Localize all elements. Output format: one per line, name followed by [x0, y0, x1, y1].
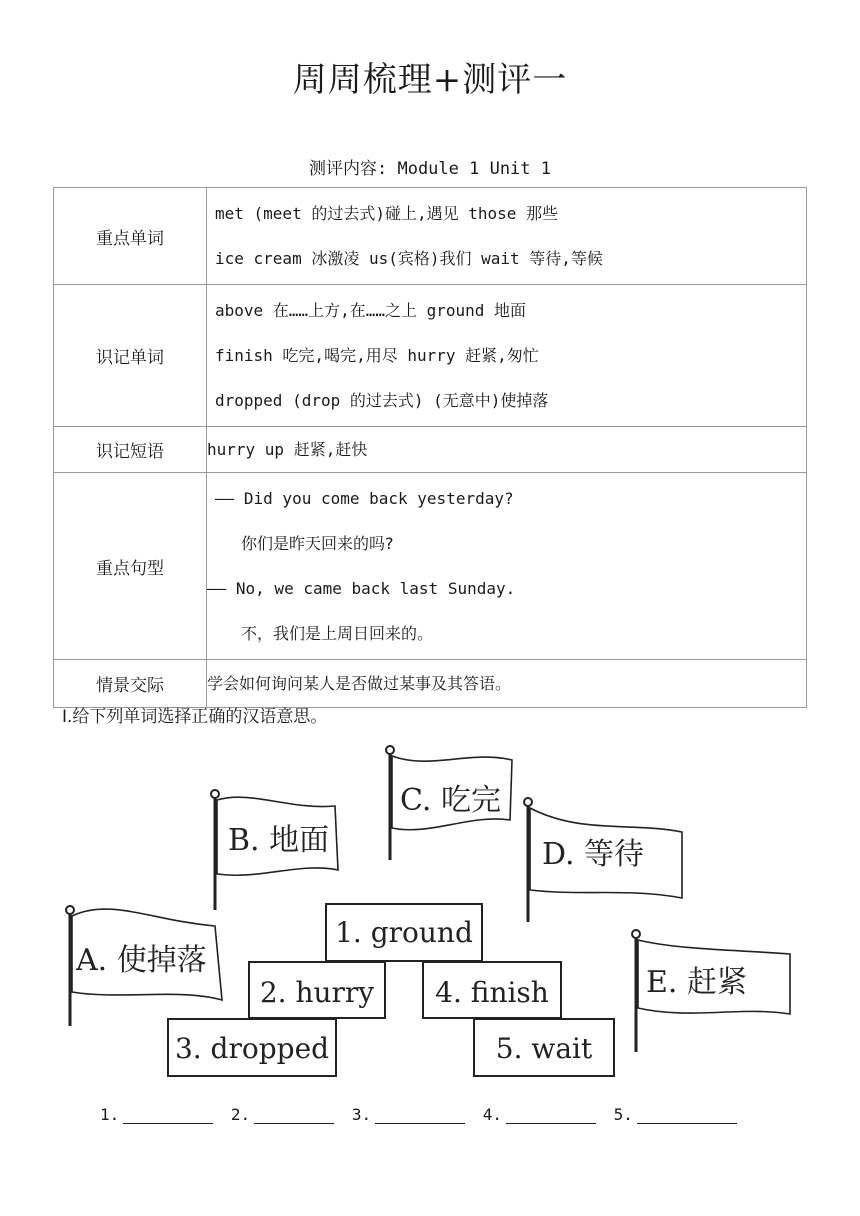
word-box-hurry: [249, 962, 385, 1018]
row-label: 识记单词: [54, 285, 207, 427]
section-heading: I.给下列单词选择正确的汉语意思。: [62, 707, 328, 727]
flag-b: [211, 790, 338, 910]
row-label: 重点单词: [54, 188, 207, 285]
content-line: ice cream 冰激凌 us(宾格)我们 wait 等待,等候: [215, 249, 603, 268]
flag-c: [386, 746, 512, 860]
flag-label: B. 地面: [228, 823, 330, 858]
content-line: —— Did you come back yesterday?: [215, 489, 514, 508]
word-label: 1. ground: [335, 916, 473, 949]
answer-number: 5.: [613, 1105, 633, 1124]
word-label: 4. finish: [435, 976, 549, 1009]
row-content: [207, 285, 807, 427]
answer-blank[interactable]: [254, 1105, 334, 1124]
content-line: —— No, we came back last Sunday.: [207, 579, 516, 598]
content-line: 你们是昨天回来的吗?: [241, 534, 394, 553]
summary-table: [53, 187, 807, 708]
answer-blank[interactable]: [506, 1105, 596, 1124]
content-line: dropped (drop 的过去式) (无意中)使掉落: [215, 391, 549, 410]
answer-number: 4.: [482, 1105, 502, 1124]
row-content: [207, 473, 807, 660]
row-content: [207, 427, 807, 473]
table-row: [54, 427, 807, 473]
flag-d: [524, 798, 682, 922]
flag-label: C. 吃完: [400, 783, 501, 818]
row-label: 识记短语: [54, 427, 207, 473]
flag-label: D. 等待: [542, 837, 645, 872]
matching-illustration: [0, 730, 860, 1090]
answer-blank[interactable]: [123, 1105, 213, 1124]
content-line: hurry up 赶紧,赶快: [207, 440, 368, 459]
answer-number: 3.: [351, 1105, 372, 1124]
flag-label: E. 赶紧: [646, 965, 747, 1000]
row-label: 情景交际: [54, 660, 207, 708]
table-row: [54, 660, 807, 708]
answer-blank[interactable]: [637, 1105, 737, 1124]
table-row: [54, 285, 807, 427]
word-box-finish: [423, 962, 561, 1018]
flag-label: A. 使掉落: [76, 943, 207, 978]
row-content: [207, 660, 807, 708]
content-line: met (meet 的过去式)碰上,遇见 those 那些: [215, 204, 559, 223]
word-box-wait: [474, 1019, 614, 1076]
content-line: above 在……上方,在……之上 ground 地面: [215, 301, 527, 320]
word-label: 5. wait: [495, 1032, 593, 1065]
answer-number: 2.: [230, 1105, 251, 1124]
flag-e: [632, 930, 790, 1052]
table-row: [54, 188, 807, 285]
content-line: 学会如何询问某人是否做过某事及其答语。: [207, 674, 512, 693]
word-box-dropped: [168, 1019, 336, 1076]
assessment-scope: 测评内容: Module 1 Unit 1: [309, 159, 551, 179]
word-label: 3. dropped: [174, 1032, 330, 1065]
answer-blanks: [100, 1105, 745, 1124]
row-content: [207, 188, 807, 285]
table-row: [54, 473, 807, 660]
answer-number: 1.: [100, 1105, 120, 1124]
page-title: 周周梳理+测评一: [292, 60, 568, 100]
content-line: 不，我们是上周日回来的。: [241, 624, 434, 643]
word-label: 2. hurry: [259, 976, 375, 1009]
word-box-ground: [326, 904, 482, 961]
flag-a: [66, 906, 222, 1026]
content-line: finish 吃完,喝完,用尽 hurry 赶紧,匆忙: [215, 346, 539, 365]
row-label: 重点句型: [54, 473, 207, 660]
answer-blank[interactable]: [375, 1105, 465, 1124]
